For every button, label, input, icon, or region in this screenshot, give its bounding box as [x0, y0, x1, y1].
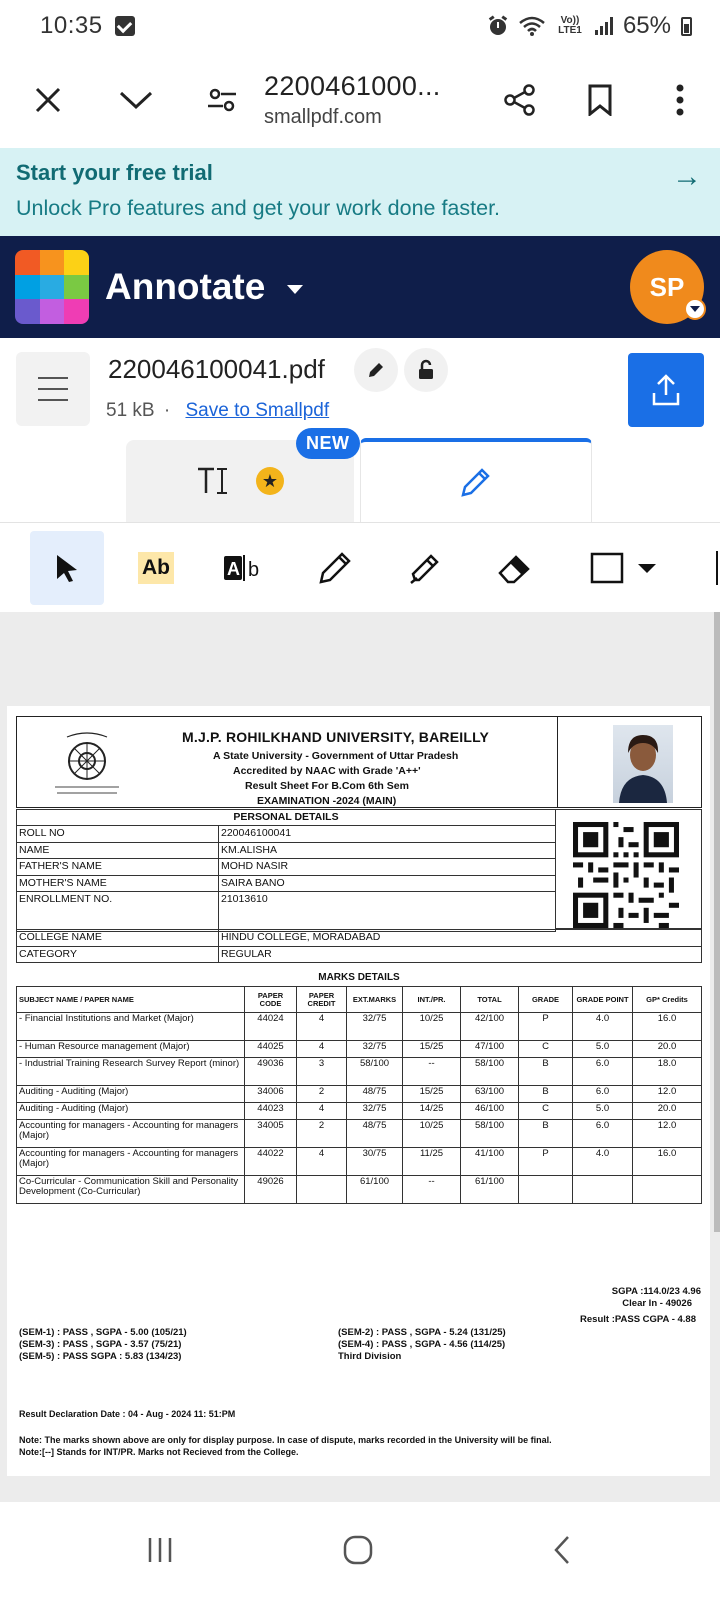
back-icon [552, 1534, 572, 1566]
marks-cell: 58/100 [461, 1058, 519, 1086]
avatar-initials: SP [649, 271, 685, 302]
marks-subject-cell: Accounting for managers - Accounting for managers (Major) [17, 1120, 245, 1148]
marks-cell: 16.0 [633, 1148, 702, 1176]
marks-cell: 44023 [245, 1103, 297, 1120]
university-name: M.J.P. ROHILKHAND UNIVERSITY, BAREILLY [182, 729, 490, 745]
marks-cell: 11/25 [403, 1148, 461, 1176]
trial-heading: Start your free trial [16, 160, 213, 185]
note-display: Note: The marks shown above are only for display purpose. In case of dispute, marks recorded in the University will be final. [19, 1435, 552, 1445]
detail-row: COLLEGE NAME HINDU COLLEGE, MORADABAD [17, 930, 702, 947]
tab-annotate[interactable] [360, 438, 592, 522]
caret-down-icon[interactable] [287, 285, 303, 294]
avatar[interactable] [630, 250, 704, 324]
marks-cell: 63/100 [461, 1086, 519, 1103]
marks-row [17, 1103, 702, 1120]
marks-row [17, 1058, 702, 1086]
marks-cell: 49026 [245, 1176, 297, 1204]
share-icon [503, 83, 537, 117]
smallpdf-logo[interactable] [15, 250, 89, 324]
marks-cell: 32/75 [347, 1041, 403, 1058]
highlight-text-label: Ab [138, 552, 174, 584]
pen-icon [459, 465, 493, 499]
detail-row: CATEGORY REGULAR [17, 946, 702, 963]
unlock-icon [417, 359, 435, 381]
bookmark-button[interactable] [578, 78, 622, 122]
more-menu-button[interactable] [658, 78, 702, 122]
marks-cell: 15/25 [403, 1086, 461, 1103]
document-viewer[interactable] [0, 612, 720, 1502]
marks-cell [297, 1176, 347, 1204]
home-button[interactable] [338, 1530, 378, 1570]
marks-cell: 20.0 [633, 1041, 702, 1058]
trial-banner[interactable] [0, 148, 720, 236]
upload-icon [651, 373, 681, 407]
marks-cell [519, 1176, 573, 1204]
marks-cell: 46/100 [461, 1103, 519, 1120]
tune-icon [207, 87, 237, 113]
notification-icon [115, 16, 135, 36]
marks-subject-cell: - Human Resource management (Major) [17, 1041, 245, 1058]
add-text-tool[interactable] [207, 531, 281, 605]
marks-cell: 12.0 [633, 1120, 702, 1148]
highlight-text-tool[interactable] [119, 531, 193, 605]
page-title: 2200461000... [264, 71, 441, 101]
url-box[interactable] [264, 71, 498, 129]
marks-cell: 34006 [245, 1086, 297, 1103]
annotation-toolbar [0, 522, 720, 612]
text-box-icon [222, 553, 266, 583]
collapse-button[interactable] [114, 78, 158, 122]
marks-subject-cell: - Financial Institutions and Market (Major) [17, 1013, 245, 1041]
pencil-icon [366, 360, 386, 380]
pencil-icon [317, 550, 353, 586]
college-table [16, 929, 702, 963]
app-header [0, 236, 720, 338]
chevron-down-icon [119, 90, 153, 110]
marks-cell: 49036 [245, 1058, 297, 1086]
close-tab-button[interactable] [26, 78, 70, 122]
alarm-icon [487, 15, 509, 37]
marks-subject-cell: Accounting for managers - Accounting for managers (Major) [17, 1148, 245, 1176]
marks-cell: C [519, 1041, 573, 1058]
clear-in-line: Clear In - 49026 [622, 1298, 692, 1309]
marks-cell: 30/75 [347, 1148, 403, 1176]
marks-cell: 6.0 [573, 1086, 633, 1103]
tool-name[interactable]: Annotate [105, 266, 266, 307]
status-bar [0, 0, 720, 52]
marks-cell: 2 [297, 1086, 347, 1103]
marks-subject-cell: Auditing - Auditing (Major) [17, 1086, 245, 1103]
detail-row: NAME KM.ALISHA [17, 842, 556, 859]
sgpa-line: SGPA :114.0/23 4.96 [611, 1286, 701, 1297]
dropdown-triangle-icon [636, 561, 658, 575]
marks-cell: 4.0 [573, 1013, 633, 1041]
university-emblem [47, 727, 127, 799]
wifi-icon [519, 15, 545, 37]
avatar-dropdown-icon [684, 298, 706, 320]
marks-row [17, 1148, 702, 1176]
status-time: 10:35 [40, 12, 103, 39]
file-row [0, 338, 720, 438]
svg-text:b: b [248, 559, 260, 581]
system-nav-bar [0, 1502, 720, 1600]
recents-icon [145, 1536, 175, 1564]
site-settings-button[interactable] [200, 78, 244, 122]
marks-cell: 44022 [245, 1148, 297, 1176]
pdf-page [7, 706, 710, 1476]
shape-tool[interactable] [582, 531, 666, 605]
marks-cell: 12.0 [633, 1086, 702, 1103]
meta-separator: · [163, 400, 171, 421]
marks-cell [573, 1176, 633, 1204]
marks-cell: 34005 [245, 1120, 297, 1148]
marks-cell: 42/100 [461, 1013, 519, 1041]
home-icon [342, 1534, 374, 1566]
marks-row [17, 1013, 702, 1041]
page-host: smallpdf.com [264, 106, 382, 128]
detail-row: MOTHER'S NAME SAIRA BANO [17, 875, 556, 892]
marks-cell: 16.0 [633, 1013, 702, 1041]
marks-cell: 10/25 [403, 1013, 461, 1041]
browser-toolbar [0, 52, 720, 148]
marks-cell: 32/75 [347, 1013, 403, 1041]
declaration-date: Result Declaration Date : 04 - Aug - 2024 11: 51:PM [19, 1409, 236, 1419]
bookmark-icon [587, 84, 613, 116]
pencil-tool[interactable] [298, 531, 372, 605]
semester-results-left: (SEM-1) : PASS , SGPA - 5.00 (105/21) (SEM-3) : PASS , SGPA - 3.57 (75/21) (SEM-5) : PASS SGPA : 5.83 (134/23) [19, 1327, 187, 1362]
lock-button[interactable] [404, 348, 448, 392]
back-button[interactable] [542, 1530, 582, 1570]
highlighter-icon [407, 550, 443, 586]
file-name: 220046100041.pdf [108, 354, 325, 384]
share-button[interactable] [498, 78, 542, 122]
hamburger-button[interactable] [16, 352, 90, 426]
marks-cell: 58/100 [347, 1058, 403, 1086]
qr-code [573, 820, 679, 930]
marks-cell: 4 [297, 1041, 347, 1058]
marks-cell: 61/100 [347, 1176, 403, 1204]
cursor-arrow-icon [54, 553, 80, 583]
marks-cell: 61/100 [461, 1176, 519, 1204]
header-line-2: Accredited by NAAC with Grade 'A++' [233, 765, 421, 777]
volte-indicator: Vo)) LTE1 [558, 15, 582, 36]
highlighter-tool[interactable] [388, 531, 462, 605]
marks-cell [633, 1176, 702, 1204]
detail-row: FATHER'S NAME MOHD NASIR [17, 859, 556, 876]
marks-cell: 2 [297, 1120, 347, 1148]
marks-cell: 58/100 [461, 1120, 519, 1148]
file-meta [106, 400, 329, 422]
marks-cell: 10/25 [403, 1120, 461, 1148]
marks-cell: 18.0 [633, 1058, 702, 1086]
marks-cell: 44024 [245, 1013, 297, 1041]
save-to-smallpdf-link[interactable]: Save to Smallpdf [185, 400, 330, 421]
square-icon [590, 552, 624, 584]
marks-row [17, 1120, 702, 1148]
marks-cell: B [519, 1120, 573, 1148]
marks-header-row: SUBJECT NAME / PAPER NAME PAPER CODE PAPER CREDIT EXT.MARKS INT./PR. TOTAL GRADE GRADE POINT GP* Credits [17, 987, 702, 1013]
marks-row [17, 1086, 702, 1103]
marks-cell: 14/25 [403, 1103, 461, 1120]
text-cursor-icon [196, 466, 230, 496]
mode-tabs [0, 433, 720, 522]
detail-row: ROLL NO 220046100041 [17, 826, 556, 843]
semester-results-right: (SEM-2) : PASS , SGPA - 5.24 (131/25) (SEM-4) : PASS , SGPA - 4.56 (114/25) Third Division [338, 1327, 506, 1362]
marks-cell: 6.0 [573, 1120, 633, 1148]
header-line-3: Result Sheet For B.Com 6th Sem [245, 780, 409, 792]
personal-details-table [16, 809, 556, 932]
personal-details-title: PERSONAL DETAILS [17, 810, 556, 826]
eraser-icon [496, 551, 534, 585]
battery-percent: 65% [622, 12, 671, 39]
marks-cell: 32/75 [347, 1103, 403, 1120]
marks-cell: -- [403, 1058, 461, 1086]
eraser-tool[interactable] [478, 531, 552, 605]
battery-icon [681, 17, 692, 36]
marks-row [17, 1176, 702, 1204]
marks-cell: 44025 [245, 1041, 297, 1058]
file-size: 51 kB [106, 400, 155, 421]
signal-icon [595, 17, 613, 35]
marks-cell: 15/25 [403, 1041, 461, 1058]
svg-text:A: A [227, 559, 240, 579]
marks-cell: 5.0 [573, 1041, 633, 1058]
rename-button[interactable] [354, 348, 398, 392]
marks-cell: 4 [297, 1103, 347, 1120]
marks-cell: 4.0 [573, 1148, 633, 1176]
marks-subject-cell: Auditing - Auditing (Major) [17, 1103, 245, 1120]
marks-cell: C [519, 1103, 573, 1120]
document-scrollbar[interactable] [714, 612, 720, 1232]
marks-row [17, 1041, 702, 1058]
marks-details-title: MARKS DETAILS [318, 972, 400, 983]
marks-cell: P [519, 1148, 573, 1176]
marks-cell: -- [403, 1176, 461, 1204]
marks-cell: 48/75 [347, 1086, 403, 1103]
marks-subject-cell: - Industrial Training Research Survey Report (minor) [17, 1058, 245, 1086]
marks-cell: B [519, 1058, 573, 1086]
marks-cell: P [519, 1013, 573, 1041]
header-divider [557, 717, 558, 807]
trial-subtext: Unlock Pro features and get your work done faster. [16, 196, 501, 220]
marks-cell: 4 [297, 1013, 347, 1041]
note-int-pr: Note:[--] Stands for INT/PR. Marks not Recieved from the College. [19, 1447, 299, 1457]
marks-cell: B [519, 1086, 573, 1103]
marks-cell: 6.0 [573, 1058, 633, 1086]
toolbar-overflow-edge [716, 551, 718, 585]
marks-cell: 48/75 [347, 1120, 403, 1148]
marks-cell: 47/100 [461, 1041, 519, 1058]
star-icon: ★ [256, 467, 284, 495]
marks-cell: 4 [297, 1148, 347, 1176]
recent-apps-button[interactable] [140, 1530, 180, 1570]
marks-cell: 20.0 [633, 1103, 702, 1120]
header-line-4: EXAMINATION -2024 (MAIN) [257, 795, 397, 807]
new-badge: NEW [296, 428, 360, 459]
detail-row: ENROLLMENT NO. 21013610 [17, 892, 556, 932]
more-vertical-icon [675, 83, 685, 117]
result-line: Result :PASS CGPA - 4.88 [580, 1314, 696, 1325]
marks-cell: 41/100 [461, 1148, 519, 1176]
header-line-1: A State University - Government of Uttar Pradesh [213, 750, 459, 762]
close-icon [34, 86, 62, 114]
marks-cell: 3 [297, 1058, 347, 1086]
select-tool[interactable] [30, 531, 104, 605]
marks-cell: 5.0 [573, 1103, 633, 1120]
marks-subject-cell: Co-Curricular - Communication Skill and Personality Development (Co-Curricular) [17, 1176, 245, 1204]
student-photo [613, 725, 673, 803]
result-header [16, 716, 702, 808]
marks-table [16, 986, 702, 1204]
arrow-right-icon[interactable]: → [672, 160, 702, 193]
export-button[interactable] [628, 353, 704, 427]
